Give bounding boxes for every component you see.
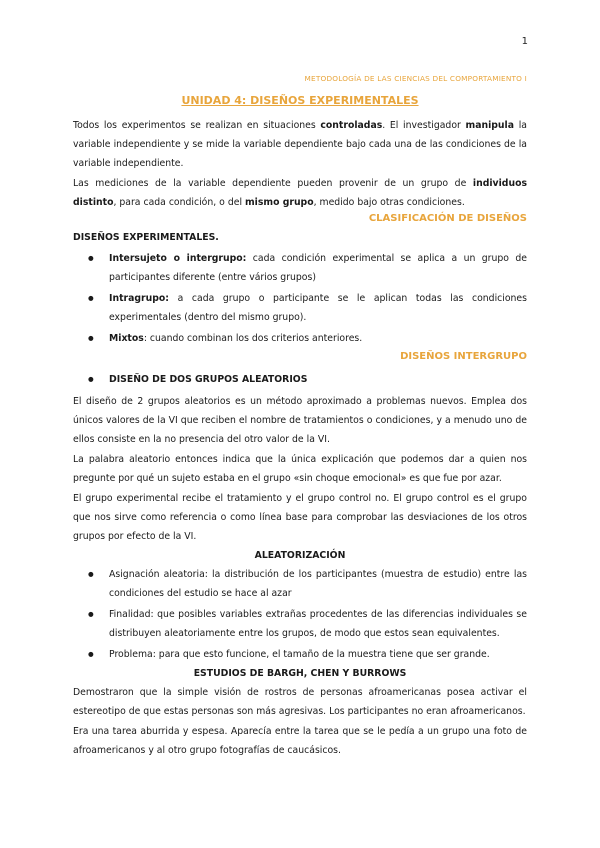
list-item: ● Mixtos: cuando combinan los dos criterios anteriores. (73, 329, 527, 348)
heading-aleatorizacion: ALEATORIZACIÓN (254, 550, 346, 561)
heading-estudios: ESTUDIOS DE BARGH, CHEN Y BURROWS (193, 668, 407, 679)
intergrupo-paragraph-2: La palabra aleatorio entonces indica que la única explicación que podemos dar a quien nos pregunte por qué un sujeto estaba en el grupo «sin choque emocional» es que fue por azar. (73, 454, 527, 484)
design-types-list (73, 249, 527, 348)
estudios-paragraph-2: Era una tarea aburrida y espesa. Aparecía entre la tarea que se le pedía a un grupo una foto de afroamericanos y al otro grupo fotografías de caucásicos. (73, 726, 527, 756)
page-number: 1 (521, 36, 528, 47)
aleatorizacion-list (73, 565, 527, 664)
subheading-disenos-experimentales: DISEÑOS EXPERIMENTALES. (73, 232, 219, 243)
running-header: METODOLOGÍA DE LAS CIENCIAS DEL COMPORTAMIENTO I (304, 74, 527, 83)
intergrupo-paragraph-3: El grupo experimental recibe el tratamiento y el grupo control no. El grupo control es el grupo que nos sirve como referencia o como línea base para comprobar las desviaciones de los otros grupos por efecto de la VI. (73, 493, 527, 542)
estudios-paragraph-1: Demostraron que la simple visión de rostros de personas afroamericanas posea activar el estereotipo de que estas personas son más agresivas. Los participantes no eran afroamericanos. (73, 687, 527, 717)
list-item: ● DISEÑO DE DOS GRUPOS ALEATORIOS (73, 370, 527, 389)
list-item: ● Asignación aleatoria: la distribución de los participantes (muestra de estudio) entre las condiciones del estudio se hace al azar (73, 565, 527, 603)
list-item: ● Intragrupo: a cada grupo o participante se le aplican todas las condiciones experimentales (dentro del mismo grupo). (73, 289, 527, 327)
page-content (73, 94, 527, 761)
intergrupo-paragraph-1: El diseño de 2 grupos aleatorios es un método aproximado a problemas nuevos. Emplea dos únicos valores de la VI que reciben el nombre de tratamientos o condiciones, y a menudo uno de ellos consiste en la no presencia del otro valor de la VI. (73, 396, 527, 445)
list-item: ● Finalidad: que posibles variables extrañas procedentes de las diferencias individuales se distribuyen aleatoriamente entre los grupos, de modo que estos sean equivalentes. (73, 605, 527, 643)
intro-paragraph-2: Las mediciones de la variable dependiente pueden provenir de un grupo de individuos distinto, para cada condición, o del mismo grupo, medido bajo otras condiciones. (73, 178, 527, 208)
list-item: ● Intersujeto o intergrupo: cada condición experimental se aplica a un grupo de participantes diferente (entre vários grupos) (73, 249, 527, 287)
unit-title: UNIDAD 4: DISEÑOS EXPERIMENTALES (181, 94, 419, 107)
intergrupo-bullet-list (73, 370, 527, 389)
list-item: ● Problema: para que esto funcione, el tamaño de la muestra tiene que ser grande. (73, 645, 527, 664)
section-heading-clasificacion: CLASIFICACIÓN DE DISEÑOS (368, 213, 527, 224)
intro-paragraph-1: Todos los experimentos se realizan en situaciones controladas. El investigador manipula la variable independiente y se mide la variable dependiente bajo cada una de las condiciones de la variable independiente. (73, 120, 527, 169)
section-heading-intergrupo: DISEÑOS INTERGRUPO (400, 351, 527, 362)
